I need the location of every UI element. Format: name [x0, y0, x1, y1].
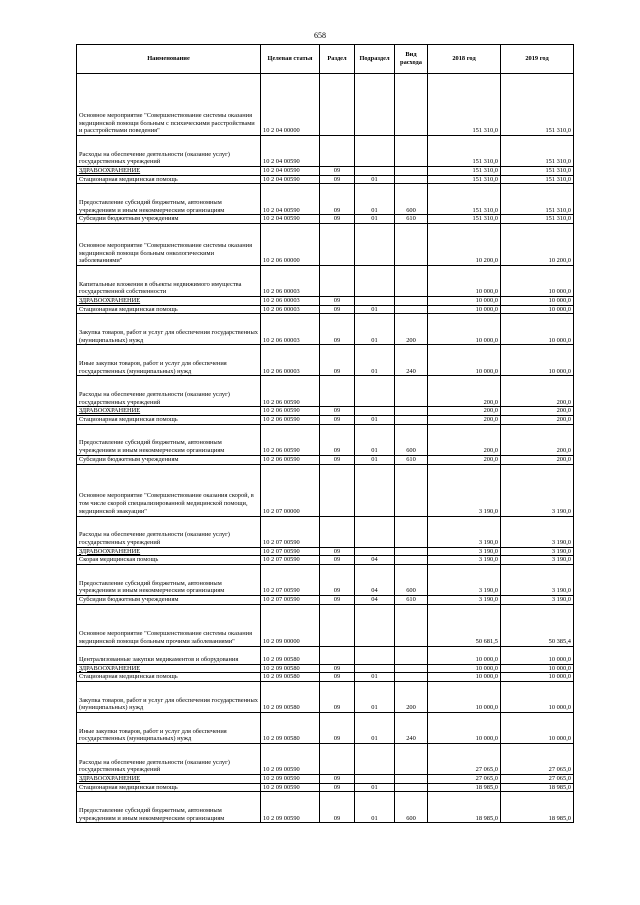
table-cell-name: Расходы на обеспечение деятельности (оказание услуг) государственных учреждений [77, 376, 261, 407]
table-cell-name: ЗДРАВООХРАНЕНИЕ [77, 407, 261, 416]
table-cell-subsection: 04 [355, 556, 395, 565]
table-cell-2018: 3 190,0 [428, 556, 501, 565]
table-cell-name: Централизованные закупки медикаментов и оборудования [77, 646, 261, 664]
header-name: Наименование [77, 45, 261, 74]
table-cell-2019: 10 000,0 [501, 664, 574, 673]
table-cell-target-article: 10 2 07 00590 [261, 516, 320, 547]
table-row [77, 564, 574, 595]
table-cell-subsection [355, 464, 395, 516]
table-cell-expense-type [395, 376, 428, 407]
table-cell-target-article: 10 2 09 00590 [261, 774, 320, 783]
table-cell-name: ЗДРАВООХРАНЕНИЕ [77, 774, 261, 783]
table-row [77, 743, 574, 774]
table-cell-2018: 200,0 [428, 376, 501, 407]
table-row [77, 673, 574, 682]
table-cell-2019: 200,0 [501, 416, 574, 425]
table-cell-subsection [355, 266, 395, 297]
table-cell-section: 09 [320, 774, 355, 783]
table-cell-expense-type [395, 74, 428, 136]
table-cell-name: Стационарная медицинская помощь [77, 783, 261, 792]
table-cell-2019: 50 385,4 [501, 604, 574, 646]
table-row [77, 455, 574, 464]
table-cell-subsection [355, 604, 395, 646]
table-cell-2018: 3 190,0 [428, 464, 501, 516]
header-subsection: Подраздел [355, 45, 395, 74]
table-cell-2018: 10 000,0 [428, 297, 501, 306]
table-row [77, 136, 574, 167]
table-cell-subsection [355, 297, 395, 306]
table-cell-2018: 10 000,0 [428, 345, 501, 376]
table-cell-section: 09 [320, 783, 355, 792]
table-cell-name: Закупка товаров, работ и услуг для обеспечения государственных (муниципальных) нужд [77, 681, 261, 712]
table-cell-2018: 27 065,0 [428, 774, 501, 783]
table-cell-name: Субсидии бюджетным учреждениям [77, 595, 261, 604]
table-row [77, 681, 574, 712]
table-row [77, 175, 574, 184]
table-cell-subsection [355, 74, 395, 136]
table-row [77, 712, 574, 743]
table-cell-expense-type [395, 464, 428, 516]
table-cell-name: Иные закупки товаров, работ и услуг для обеспечения государственных (муниципальных) нужд [77, 345, 261, 376]
table-row [77, 664, 574, 673]
table-cell-subsection: 01 [355, 184, 395, 215]
table-cell-section: 09 [320, 175, 355, 184]
header-year-2018: 2018 год [428, 45, 501, 74]
table-cell-2018: 151 310,0 [428, 167, 501, 176]
table-cell-2018: 10 000,0 [428, 681, 501, 712]
table-cell-expense-type [395, 136, 428, 167]
table-cell-section [320, 74, 355, 136]
table-cell-2018: 50 681,5 [428, 604, 501, 646]
table-cell-2019: 27 065,0 [501, 774, 574, 783]
table-cell-2018: 18 985,0 [428, 783, 501, 792]
table-cell-subsection [355, 646, 395, 664]
table-cell-2019: 151 310,0 [501, 184, 574, 215]
table-cell-target-article: 10 2 09 00580 [261, 681, 320, 712]
table-cell-2019: 10 000,0 [501, 712, 574, 743]
table-row [77, 314, 574, 345]
table-body [77, 74, 574, 823]
table-cell-target-article: 10 2 06 00590 [261, 416, 320, 425]
table-cell-subsection: 04 [355, 564, 395, 595]
table-cell-2019: 151 310,0 [501, 136, 574, 167]
table-cell-target-article: 10 2 06 00590 [261, 424, 320, 455]
table-cell-section: 09 [320, 681, 355, 712]
table-cell-expense-type [395, 167, 428, 176]
table-row [77, 464, 574, 516]
table-row [77, 167, 574, 176]
table-cell-2019: 200,0 [501, 455, 574, 464]
table-cell-expense-type: 600 [395, 792, 428, 823]
table-cell-2018: 3 190,0 [428, 564, 501, 595]
table-cell-target-article: 10 2 06 00003 [261, 305, 320, 314]
table-cell-section: 09 [320, 184, 355, 215]
table-cell-2018: 200,0 [428, 407, 501, 416]
table-cell-name: Стационарная медицинская помощь [77, 305, 261, 314]
table-cell-expense-type: 610 [395, 455, 428, 464]
table-cell-subsection: 01 [355, 792, 395, 823]
table-cell-target-article: 10 2 06 00003 [261, 345, 320, 376]
table-cell-subsection: 01 [355, 175, 395, 184]
table-cell-2019: 151 310,0 [501, 175, 574, 184]
table-cell-target-article: 10 2 07 00590 [261, 547, 320, 556]
table-cell-subsection [355, 167, 395, 176]
table-cell-section [320, 224, 355, 266]
table-cell-subsection [355, 376, 395, 407]
page-number: 658 [314, 31, 326, 40]
table-cell-section [320, 376, 355, 407]
table-cell-section: 09 [320, 345, 355, 376]
table-cell-name: Стационарная медицинская помощь [77, 175, 261, 184]
table-cell-expense-type [395, 673, 428, 682]
table-cell-subsection: 01 [355, 681, 395, 712]
table-cell-name: Стационарная медицинская помощь [77, 673, 261, 682]
table-cell-2019: 10 000,0 [501, 266, 574, 297]
table-cell-section [320, 464, 355, 516]
table-cell-section: 09 [320, 792, 355, 823]
table-cell-name: ЗДРАВООХРАНЕНИЕ [77, 664, 261, 673]
table-cell-2019: 10 000,0 [501, 345, 574, 376]
table-cell-2019: 151 310,0 [501, 215, 574, 224]
table-row [77, 215, 574, 224]
table-cell-2019: 3 190,0 [501, 595, 574, 604]
table-cell-name: Капитальные вложения в объекты недвижимого имущества государственной собственности [77, 266, 261, 297]
table-cell-subsection: 01 [355, 455, 395, 464]
table-cell-2019: 18 985,0 [501, 783, 574, 792]
table-row [77, 424, 574, 455]
header-expense-type: Вид расхода [395, 45, 428, 74]
table-cell-2018: 3 190,0 [428, 595, 501, 604]
table-row [77, 556, 574, 565]
table-cell-target-article: 10 2 06 00003 [261, 297, 320, 306]
table-cell-section: 09 [320, 673, 355, 682]
table-cell-expense-type [395, 547, 428, 556]
table-row [77, 297, 574, 306]
table-cell-2019: 3 190,0 [501, 516, 574, 547]
table-cell-2019: 200,0 [501, 424, 574, 455]
table-cell-section: 09 [320, 215, 355, 224]
table-cell-expense-type: 610 [395, 215, 428, 224]
table-cell-section: 09 [320, 424, 355, 455]
table-cell-target-article: 10 2 06 00003 [261, 266, 320, 297]
table-cell-section: 09 [320, 595, 355, 604]
table-cell-target-article: 10 2 09 00580 [261, 712, 320, 743]
table-cell-2019: 10 000,0 [501, 305, 574, 314]
budget-table [76, 44, 574, 823]
table-cell-subsection: 01 [355, 314, 395, 345]
table-cell-2018: 10 000,0 [428, 646, 501, 664]
table-cell-2019: 3 190,0 [501, 464, 574, 516]
table-cell-expense-type: 600 [395, 424, 428, 455]
table-cell-2018: 27 065,0 [428, 743, 501, 774]
table-cell-expense-type [395, 664, 428, 673]
table-cell-target-article: 10 2 09 00590 [261, 783, 320, 792]
table-header-row [77, 45, 574, 74]
table-cell-target-article: 10 2 06 00000 [261, 224, 320, 266]
table-cell-2018: 151 310,0 [428, 215, 501, 224]
table-cell-2019: 3 190,0 [501, 547, 574, 556]
table-cell-name: ЗДРАВООХРАНЕНИЕ [77, 297, 261, 306]
table-cell-expense-type [395, 604, 428, 646]
table-cell-name: Основное мероприятие "Совершенствование оказания скорой, в том числе скорой специализированной медицинской помощи, медицинской эвакуации" [77, 464, 261, 516]
table-cell-target-article: 10 2 09 00590 [261, 792, 320, 823]
table-cell-expense-type: 610 [395, 595, 428, 604]
table-cell-name: Иные закупки товаров, работ и услуг для обеспечения государственных (муниципальных) нужд [77, 712, 261, 743]
table-cell-name: Предоставление субсидий бюджетным, автономным учреждениям и иным некоммерческим организациям [77, 424, 261, 455]
table-cell-2019: 10 000,0 [501, 646, 574, 664]
table-cell-subsection [355, 407, 395, 416]
table-cell-2018: 151 310,0 [428, 136, 501, 167]
table-row [77, 595, 574, 604]
table-row [77, 305, 574, 314]
table-row [77, 266, 574, 297]
table-cell-2019: 200,0 [501, 407, 574, 416]
table-cell-target-article: 10 2 09 00580 [261, 673, 320, 682]
table-cell-name: Расходы на обеспечение деятельности (оказание услуг) государственных учреждений [77, 516, 261, 547]
table-cell-2019: 10 000,0 [501, 673, 574, 682]
table-cell-2019: 18 985,0 [501, 792, 574, 823]
table-cell-name: Скорая медицинская помощь [77, 556, 261, 565]
table-cell-2018: 200,0 [428, 455, 501, 464]
table-cell-2018: 10 000,0 [428, 712, 501, 743]
table-cell-section [320, 743, 355, 774]
table-cell-target-article: 10 2 09 00000 [261, 604, 320, 646]
table-cell-section: 09 [320, 305, 355, 314]
table-cell-target-article: 10 2 09 00580 [261, 664, 320, 673]
table-cell-subsection [355, 136, 395, 167]
table-cell-2018: 10 000,0 [428, 673, 501, 682]
table-cell-section [320, 136, 355, 167]
table-cell-name: Основное мероприятие "Совершенствование системы оказания медицинской помощи больным онкологическими заболеваниями" [77, 224, 261, 266]
table-cell-subsection: 01 [355, 305, 395, 314]
table-cell-section: 09 [320, 407, 355, 416]
table-cell-2019: 151 310,0 [501, 167, 574, 176]
table-cell-2018: 10 000,0 [428, 266, 501, 297]
table-cell-target-article: 10 2 07 00590 [261, 595, 320, 604]
table-cell-section [320, 646, 355, 664]
table-cell-target-article: 10 2 06 00590 [261, 407, 320, 416]
table-cell-name: Основное мероприятие "Совершенствование системы оказания медицинской помощи больным с психическими расстройствами и расстройствами поведения" [77, 74, 261, 136]
table-cell-section: 09 [320, 167, 355, 176]
table-cell-2018: 200,0 [428, 416, 501, 425]
table-cell-section: 09 [320, 712, 355, 743]
table-cell-target-article: 10 2 04 00590 [261, 175, 320, 184]
table-cell-2018: 151 310,0 [428, 184, 501, 215]
table-cell-target-article: 10 2 04 00590 [261, 215, 320, 224]
table-cell-2019: 3 190,0 [501, 564, 574, 595]
table-cell-name: Стационарная медицинская помощь [77, 416, 261, 425]
table-cell-subsection: 01 [355, 783, 395, 792]
table-cell-name: Субсидии бюджетным учреждениям [77, 215, 261, 224]
table-cell-subsection: 01 [355, 416, 395, 425]
table-cell-2018: 151 310,0 [428, 175, 501, 184]
table-row [77, 646, 574, 664]
table-cell-2018: 10 200,0 [428, 224, 501, 266]
table-row [77, 376, 574, 407]
table-cell-expense-type [395, 224, 428, 266]
table-cell-expense-type: 600 [395, 184, 428, 215]
table-cell-subsection [355, 224, 395, 266]
table-cell-2019: 10 000,0 [501, 681, 574, 712]
table-cell-subsection [355, 547, 395, 556]
header-year-2019: 2019 год [501, 45, 574, 74]
table-cell-expense-type [395, 743, 428, 774]
table-cell-2018: 151 310,0 [428, 74, 501, 136]
table-cell-section: 09 [320, 664, 355, 673]
table-cell-section: 09 [320, 416, 355, 425]
header-target-article: Целевая статья [261, 45, 320, 74]
table-cell-section [320, 516, 355, 547]
table-cell-name: Расходы на обеспечение деятельности (оказание услуг) государственных учреждений [77, 743, 261, 774]
table-cell-expense-type [395, 783, 428, 792]
table-cell-2019: 151 310,0 [501, 74, 574, 136]
table-cell-subsection: 01 [355, 712, 395, 743]
table-row [77, 407, 574, 416]
table-cell-subsection [355, 664, 395, 673]
table-cell-2019: 27 065,0 [501, 743, 574, 774]
table-cell-expense-type [395, 175, 428, 184]
table-cell-2018: 10 000,0 [428, 305, 501, 314]
table-row [77, 792, 574, 823]
table-cell-expense-type [395, 556, 428, 565]
table-cell-expense-type [395, 266, 428, 297]
table-row [77, 774, 574, 783]
table-cell-target-article: 10 2 09 00580 [261, 646, 320, 664]
table-cell-target-article: 10 2 06 00590 [261, 376, 320, 407]
table-cell-expense-type [395, 305, 428, 314]
table-cell-subsection: 01 [355, 215, 395, 224]
table-cell-2018: 18 985,0 [428, 792, 501, 823]
table-cell-target-article: 10 2 07 00000 [261, 464, 320, 516]
table-row [77, 783, 574, 792]
table-cell-2018: 3 190,0 [428, 547, 501, 556]
table-cell-section: 09 [320, 547, 355, 556]
table-cell-name: ЗДРАВООХРАНЕНИЕ [77, 167, 261, 176]
table-cell-expense-type [395, 297, 428, 306]
table-cell-subsection [355, 743, 395, 774]
table-cell-expense-type: 240 [395, 712, 428, 743]
table-cell-target-article: 10 2 07 00590 [261, 564, 320, 595]
table-cell-target-article: 10 2 07 00590 [261, 556, 320, 565]
table-cell-name: Предоставление субсидий бюджетным, автономным учреждениям и иным некоммерческим организациям [77, 792, 261, 823]
table-row [77, 184, 574, 215]
table-cell-expense-type: 200 [395, 314, 428, 345]
table-row [77, 224, 574, 266]
table-cell-section: 09 [320, 314, 355, 345]
table-cell-subsection: 01 [355, 424, 395, 455]
table-cell-expense-type [395, 416, 428, 425]
table-cell-name: Субсидии бюджетным учреждениям [77, 455, 261, 464]
table-cell-target-article: 10 2 04 00590 [261, 184, 320, 215]
table-row [77, 345, 574, 376]
table-cell-2019: 10 200,0 [501, 224, 574, 266]
table-cell-target-article: 10 2 04 00590 [261, 136, 320, 167]
table-row [77, 604, 574, 646]
table-cell-expense-type [395, 407, 428, 416]
table-cell-2018: 200,0 [428, 424, 501, 455]
table-cell-subsection [355, 774, 395, 783]
table-cell-section: 09 [320, 556, 355, 565]
table-cell-name: ЗДРАВООХРАНЕНИЕ [77, 547, 261, 556]
table-row [77, 416, 574, 425]
table-cell-name: Предоставление субсидий бюджетным, автономным учреждениям и иным некоммерческим организациям [77, 564, 261, 595]
table-cell-expense-type: 200 [395, 681, 428, 712]
table-cell-section [320, 604, 355, 646]
table-cell-expense-type: 240 [395, 345, 428, 376]
table-row [77, 516, 574, 547]
table-row [77, 547, 574, 556]
table-cell-target-article: 10 2 06 00590 [261, 455, 320, 464]
header-section: Раздел [320, 45, 355, 74]
table-cell-section: 09 [320, 564, 355, 595]
table-cell-2018: 10 000,0 [428, 664, 501, 673]
table-cell-expense-type [395, 774, 428, 783]
table-cell-name: Основное мероприятие "Совершенствование системы оказания медицинской помощи больным прочими заболеваниями" [77, 604, 261, 646]
table-cell-2019: 10 000,0 [501, 314, 574, 345]
table-cell-2019: 10 000,0 [501, 297, 574, 306]
table-row [77, 74, 574, 136]
table-cell-2018: 10 000,0 [428, 314, 501, 345]
table-cell-2018: 3 190,0 [428, 516, 501, 547]
table-cell-subsection: 01 [355, 345, 395, 376]
table-cell-name: Закупка товаров, работ и услуг для обеспечения государственных (муниципальных) нужд [77, 314, 261, 345]
table-cell-subsection: 04 [355, 595, 395, 604]
table-cell-section: 09 [320, 455, 355, 464]
table-cell-target-article: 10 2 04 00590 [261, 167, 320, 176]
table-cell-subsection [355, 516, 395, 547]
table-cell-section: 09 [320, 297, 355, 306]
table-cell-expense-type [395, 516, 428, 547]
table-cell-2019: 3 190,0 [501, 556, 574, 565]
table-cell-target-article: 10 2 04 00000 [261, 74, 320, 136]
table-cell-name: Расходы на обеспечение деятельности (оказание услуг) государственных учреждений [77, 136, 261, 167]
table-cell-expense-type [395, 646, 428, 664]
table-cell-target-article: 10 2 09 00590 [261, 743, 320, 774]
table-cell-2019: 200,0 [501, 376, 574, 407]
table-cell-subsection: 01 [355, 673, 395, 682]
table-cell-target-article: 10 2 06 00003 [261, 314, 320, 345]
table-cell-name: Предоставление субсидий бюджетным, автономным учреждениям и иным некоммерческим организациям [77, 184, 261, 215]
table-cell-expense-type: 600 [395, 564, 428, 595]
table-cell-section [320, 266, 355, 297]
